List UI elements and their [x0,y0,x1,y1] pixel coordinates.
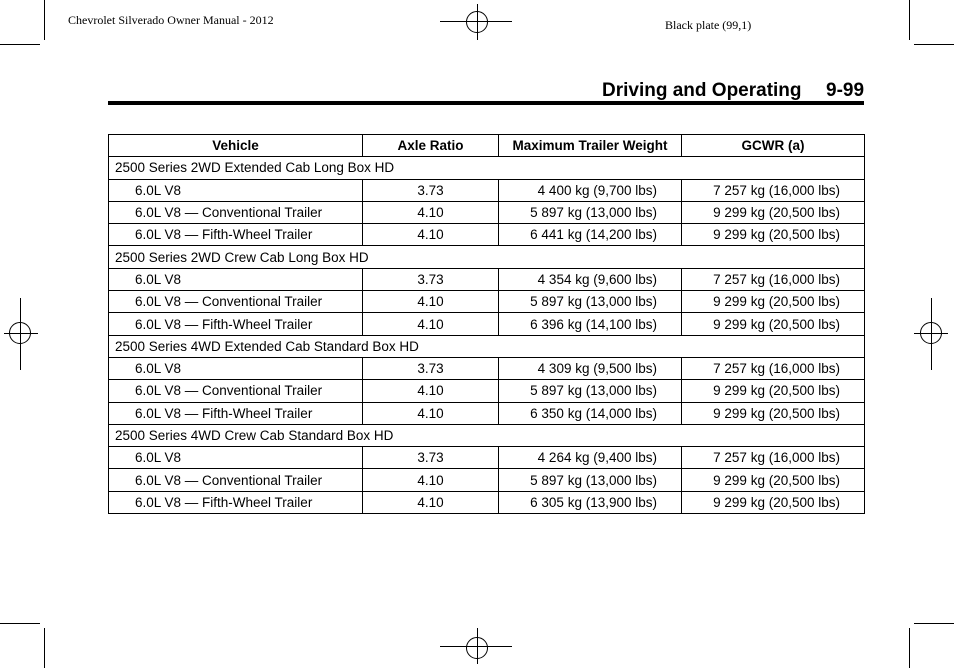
cell-max-trailer-weight: 5 897 kg (13,000 lbs) [499,291,682,313]
group-header-row [109,335,865,357]
crop-mark [914,44,954,45]
cell-vehicle: 6.0L V8 [109,179,363,201]
cell-gcwr: 9 299 kg (20,500 lbs) [682,380,865,402]
cell-max-trailer-weight: 4 264 kg (9,400 lbs) [499,447,682,469]
cell-vehicle: 6.0L V8 [109,268,363,290]
cell-max-trailer-weight: 5 897 kg (13,000 lbs) [499,469,682,491]
section-title: Driving and Operating [602,80,802,101]
cell-vehicle: 6.0L V8 — Fifth-Wheel Trailer [109,491,363,513]
cell-gcwr: 7 257 kg (16,000 lbs) [682,447,865,469]
cell-vehicle: 6.0L V8 — Conventional Trailer [109,380,363,402]
table-row [109,201,865,223]
crop-mark [0,44,40,45]
page-number: 9-99 [826,80,865,101]
trailer-weight-table [108,134,865,514]
column-header-gcwr: GCWR (a) [682,135,865,157]
cell-vehicle: 6.0L V8 — Conventional Trailer [109,201,363,223]
table-header-row [109,135,865,157]
cell-max-trailer-weight: 4 309 kg (9,500 lbs) [499,357,682,379]
cell-axle-ratio: 4.10 [363,224,499,246]
crop-mark [0,623,40,624]
table-row [109,268,865,290]
group-title: 2500 Series 4WD Extended Cab Standard Box HD [109,335,865,357]
group-title: 2500 Series 4WD Crew Cab Standard Box HD [109,424,865,446]
group-title: 2500 Series 2WD Crew Cab Long Box HD [109,246,865,268]
plate-label: Black plate (99,1) [665,18,752,32]
cell-max-trailer-weight: 6 396 kg (14,100 lbs) [499,313,682,335]
cell-axle-ratio: 3.73 [363,179,499,201]
cell-vehicle: 6.0L V8 — Fifth-Wheel Trailer [109,224,363,246]
cell-max-trailer-weight: 4 400 kg (9,700 lbs) [499,179,682,201]
cell-gcwr: 9 299 kg (20,500 lbs) [682,224,865,246]
table-row [109,380,865,402]
cell-gcwr: 9 299 kg (20,500 lbs) [682,491,865,513]
cell-max-trailer-weight: 5 897 kg (13,000 lbs) [499,201,682,223]
table-row [109,469,865,491]
cell-axle-ratio: 3.73 [363,447,499,469]
cell-vehicle: 6.0L V8 — Fifth-Wheel Trailer [109,402,363,424]
cell-axle-ratio: 4.10 [363,380,499,402]
cell-axle-ratio: 4.10 [363,491,499,513]
crop-mark [909,0,910,40]
cell-axle-ratio: 3.73 [363,357,499,379]
cell-axle-ratio: 4.10 [363,291,499,313]
cell-max-trailer-weight: 6 441 kg (14,200 lbs) [499,224,682,246]
cell-gcwr: 9 299 kg (20,500 lbs) [682,402,865,424]
crop-mark [44,628,45,668]
table-row [109,491,865,513]
cell-max-trailer-weight: 5 897 kg (13,000 lbs) [499,380,682,402]
cell-max-trailer-weight: 6 350 kg (14,000 lbs) [499,402,682,424]
cell-max-trailer-weight: 6 305 kg (13,900 lbs) [499,491,682,513]
manual-title: Chevrolet Silverado Owner Manual - 2012 [68,13,274,27]
cell-axle-ratio: 4.10 [363,402,499,424]
group-header-row [109,157,865,179]
cell-vehicle: 6.0L V8 [109,357,363,379]
table-row [109,402,865,424]
table-row [109,291,865,313]
column-header-axle-ratio: Axle Ratio [363,135,499,157]
crop-mark [909,628,910,668]
crop-mark [44,0,45,40]
cell-gcwr: 7 257 kg (16,000 lbs) [682,179,865,201]
cell-gcwr: 7 257 kg (16,000 lbs) [682,357,865,379]
table-row [109,179,865,201]
group-header-row [109,246,865,268]
cell-max-trailer-weight: 4 354 kg (9,600 lbs) [499,268,682,290]
cell-axle-ratio: 4.10 [363,201,499,223]
cell-gcwr: 9 299 kg (20,500 lbs) [682,313,865,335]
cell-vehicle: 6.0L V8 — Conventional Trailer [109,469,363,491]
group-title: 2500 Series 2WD Extended Cab Long Box HD [109,157,865,179]
title-rule [108,101,864,105]
column-header-vehicle: Vehicle [109,135,363,157]
cell-gcwr: 9 299 kg (20,500 lbs) [682,201,865,223]
cell-axle-ratio: 4.10 [363,469,499,491]
table-row [109,357,865,379]
table-row [109,447,865,469]
cell-gcwr: 7 257 kg (16,000 lbs) [682,268,865,290]
table-row [109,313,865,335]
group-header-row [109,424,865,446]
cell-vehicle: 6.0L V8 — Conventional Trailer [109,291,363,313]
cell-vehicle: 6.0L V8 [109,447,363,469]
column-header-max-trailer-weight: Maximum Trailer Weight [499,135,682,157]
cell-gcwr: 9 299 kg (20,500 lbs) [682,291,865,313]
cell-vehicle: 6.0L V8 — Fifth-Wheel Trailer [109,313,363,335]
cell-axle-ratio: 4.10 [363,313,499,335]
cell-gcwr: 9 299 kg (20,500 lbs) [682,469,865,491]
crop-mark [914,623,954,624]
cell-axle-ratio: 3.73 [363,268,499,290]
table-row [109,224,865,246]
